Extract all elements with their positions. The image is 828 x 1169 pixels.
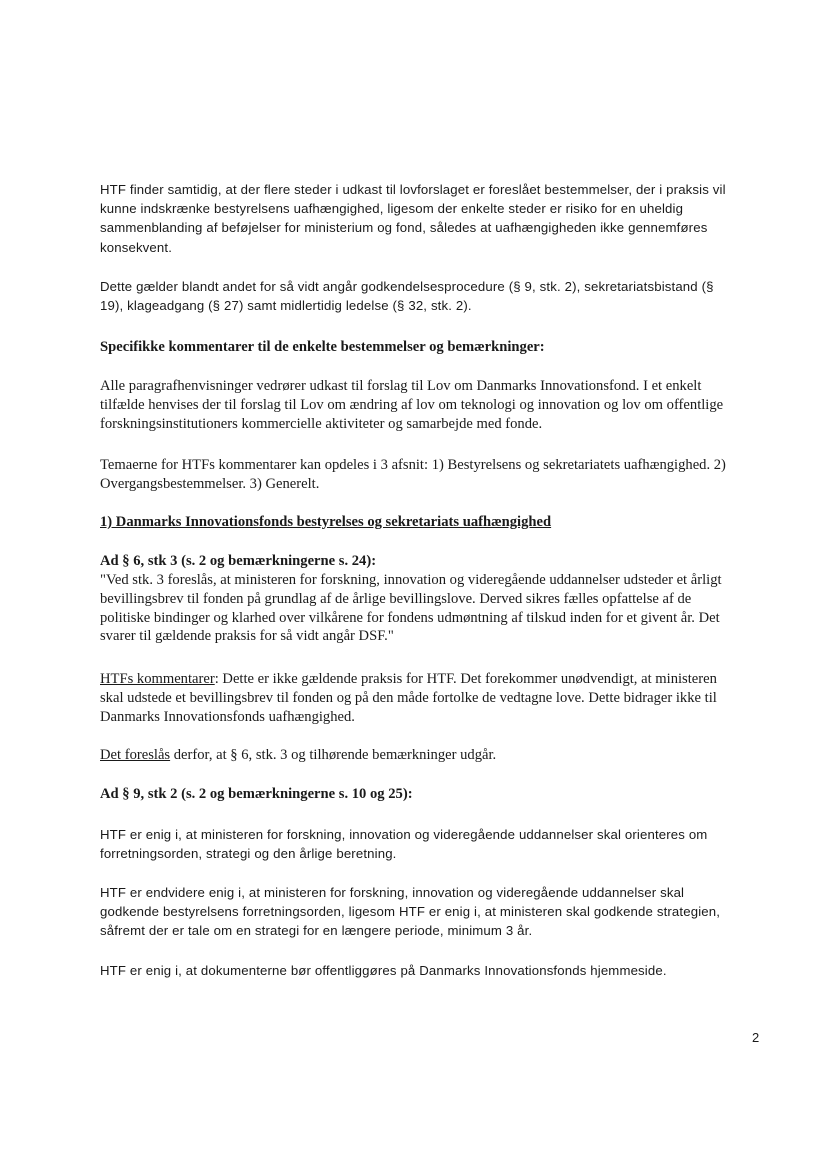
approval-paragraph: HTF er endvidere enig i, at ministeren for forskning, innovation og videregående uddannelser skal godkende bestyrelsens forretningsorden, ligesom HTF er enig i, at ministeren skal godkende strategien, såfremt der er tale om en strategi for en længere periode, minimum 3 år. (100, 885, 721, 939)
intro-paragraph: HTF finder samtidig, at der flere steder i udkast til lovforslaget er foreslået bestemmelser, der i praksis vil kunne indskrænke bestyrelsens uafhængighed, ligesom der enkelte steder er risiko for en uheldig sammenblanding af beføjelser for ministerium og fond, således at uafhængigheden ikke gennemføres konsekvent. (100, 182, 726, 255)
orientation-paragraph: HTF er enig i, at ministeren for forskning, innovation og videregående uddannelser skal orienteres om forretningsorden, strategi og den årlige beretning. (100, 827, 708, 862)
page-number: 2 (752, 1030, 760, 1045)
htf-comment-paragraph (100, 670, 740, 726)
publication-paragraph: HTF er enig i, at dokumenterne bør offentliggøres på Danmarks Innovationsfonds hjemmeside. (100, 963, 667, 978)
themes-paragraph: Temaerne for HTFs kommentarer kan opdeles i 3 afsnit: 1) Bestyrelsens og sekretariatets uafhængighed. 2) Overgangsbestemmelser. 3) Generelt. (100, 457, 726, 492)
proposal-text: derfor, at § 6, stk. 3 og tilhørende bemærkninger udgår. (170, 747, 497, 763)
ad-paragraph-6-heading: Ad § 6, stk 3 (s. 2 og bemærkningerne s. 24): (100, 553, 377, 569)
proposal-paragraph (100, 746, 740, 765)
section-1-heading: 1) Danmarks Innovationsfonds bestyrelses og sekretariats uafhængighed (100, 514, 552, 530)
htf-comment-text: : Dette er ikke gældende praksis for HTF. Det forekommer unødvendigt, at ministeren skal udstede et bevillingsbrev til fonden og på den måde fortolke de vedtagne love. Dette bidrager ikke til Danmarks Innovationsfonds uafhængighed. (100, 671, 717, 725)
procedures-paragraph: Dette gælder blandt andet for så vidt angår godkendelsesprocedure (§ 9, stk. 2), sekretariatsbistand (§ 19), klageadgang (§ 27) samt midlertidig ledelse (§ 32, stk. 2). (100, 279, 714, 314)
paragraph-6-quote: "Ved stk. 3 foreslås, at ministeren for forskning, innovation og videregående uddannelser udsteder et årligt bevillingsbrev til fonden på grundlag af de årlige bevillingslove. Derved sikres fælles opfattelse af de politiske bindinger og klarhed over vilkårene for fondens udmøntning af tilskud inden for et givent år. Det svarer til gældende praksis for så vidt angår DSF." (100, 572, 722, 645)
proposal-label: Det foreslås (100, 747, 171, 763)
references-paragraph: Alle paragrafhenvisninger vedrører udkast til forslag til Lov om Danmarks Innovationsfond. I et enkelt tilfælde henvises der til forslag til Lov om ændring af lov om teknologi og innovation og lov om offentlige forskningsinstitutioners kommercielle aktiviteter og samarbejde med fonde. (100, 378, 724, 432)
ad-paragraph-9-heading: Ad § 9, stk 2 (s. 2 og bemærkningerne s. 10 og 25): (100, 786, 413, 802)
htf-comment-label: HTFs kommentarer (100, 671, 215, 687)
specific-comments-heading: Specifikke kommentarer til de enkelte bestemmelser og bemærkninger: (100, 339, 545, 355)
